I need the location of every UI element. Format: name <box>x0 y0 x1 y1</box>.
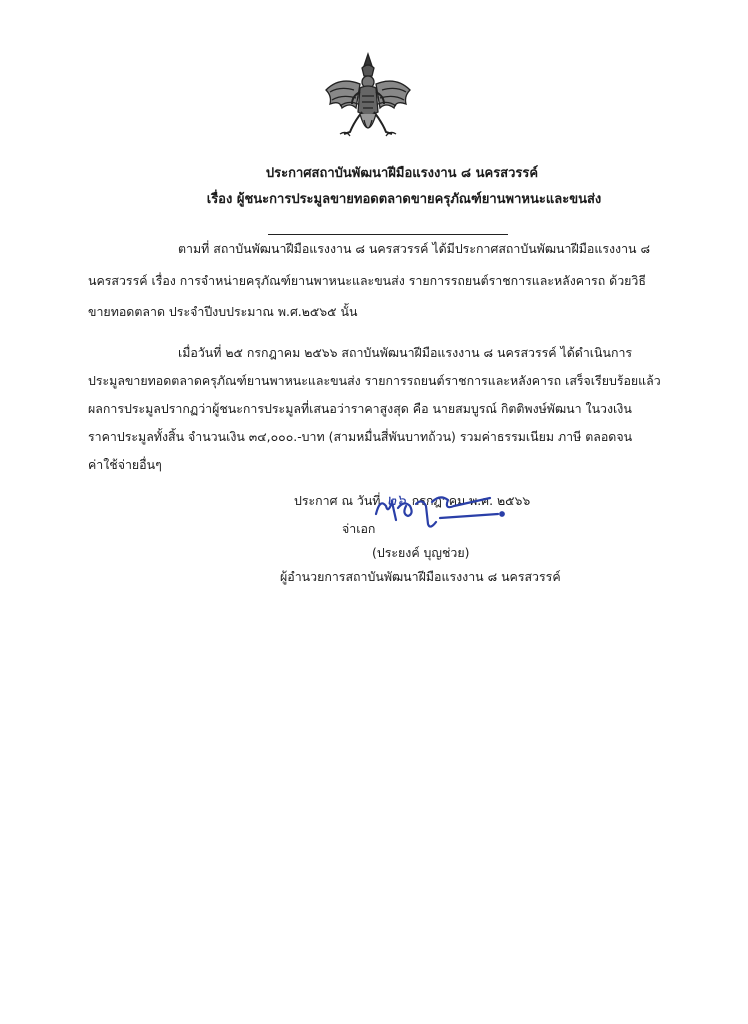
announcement-title: ประกาศสถาบันพัฒนาฝีมือแรงงาน ๘ นครสวรรค์ <box>265 166 539 181</box>
paragraph1-line: นครสวรรค์ เรื่อง การจำหน่ายครุภัณฑ์ยานพาหนะและขนส่ง รายการรถยนต์ราชการและหลังคารถ ด้วยวิธี <box>88 273 646 288</box>
announce-date-suffix: กรกฎาคม พ.ศ. ๒๕๖๖ <box>411 493 531 508</box>
garuda-emblem-icon <box>322 50 414 150</box>
paragraph2-line: ค่าใช้จ่ายอื่นๆ <box>88 457 162 472</box>
signer-position: ผู้อำนวยการสถาบันพัฒนาฝีมือแรงงาน ๘ นครสวรรค์ <box>280 569 561 584</box>
title-divider <box>268 234 508 235</box>
handwritten-signature <box>370 484 510 534</box>
paragraph1-line: ตามที่ สถาบันพัฒนาฝีมือแรงงาน ๘ นครสวรรค์ ได้มีประกาศสถาบันพัฒนาฝีมือแรงงาน ๘ <box>178 241 650 256</box>
paragraph2-line: ผลการประมูลปรากฏว่าผู้ชนะการประมูลที่เสนอว่าราคาสูงสุด คือ นายสมบูรณ์ กิตติพงษ์พัฒนา ในวงเงิน <box>88 401 632 416</box>
announce-date-prefix: ประกาศ ณ วันที่ <box>294 493 381 508</box>
signer-rank-label: จ่าเอก <box>342 521 376 536</box>
paragraph1-line: ขายทอดตลาด ประจำปีงบประมาณ พ.ศ.๒๕๖๕ นั้น <box>88 304 358 319</box>
paragraph2-line: ประมูลขายทอดตลาดครุภัณฑ์ยานพาหนะและขนส่ง รายการรถยนต์ราชการและหลังคารถ เสร็จเรียบร้อยแล้ว <box>88 373 661 388</box>
announcement-subject: เรื่อง ผู้ชนะการประมูลขายทอดตลาดขายครุภัณฑ์ยานพาหนะและขนส่ง <box>206 192 602 207</box>
paragraph2-line: เมื่อวันที่ ๒๕ กรกฎาคม ๒๕๖๖ สถาบันพัฒนาฝีมือแรงงาน ๘ นครสวรรค์ ได้ดำเนินการ <box>178 345 633 360</box>
paragraph2-line: ราคาประมูลทั้งสิ้น จำนวนเงิน ๓๔,๐๐๐.-บาท (สามหมื่นสี่พันบาทถ้วน) รวมค่าธรรมเนียม ภาษี ตลอดจน <box>88 429 633 444</box>
announce-day-handwritten: ๒๖ <box>386 491 406 509</box>
signer-name: (ประยงค์ บุญช่วย) <box>372 545 470 560</box>
